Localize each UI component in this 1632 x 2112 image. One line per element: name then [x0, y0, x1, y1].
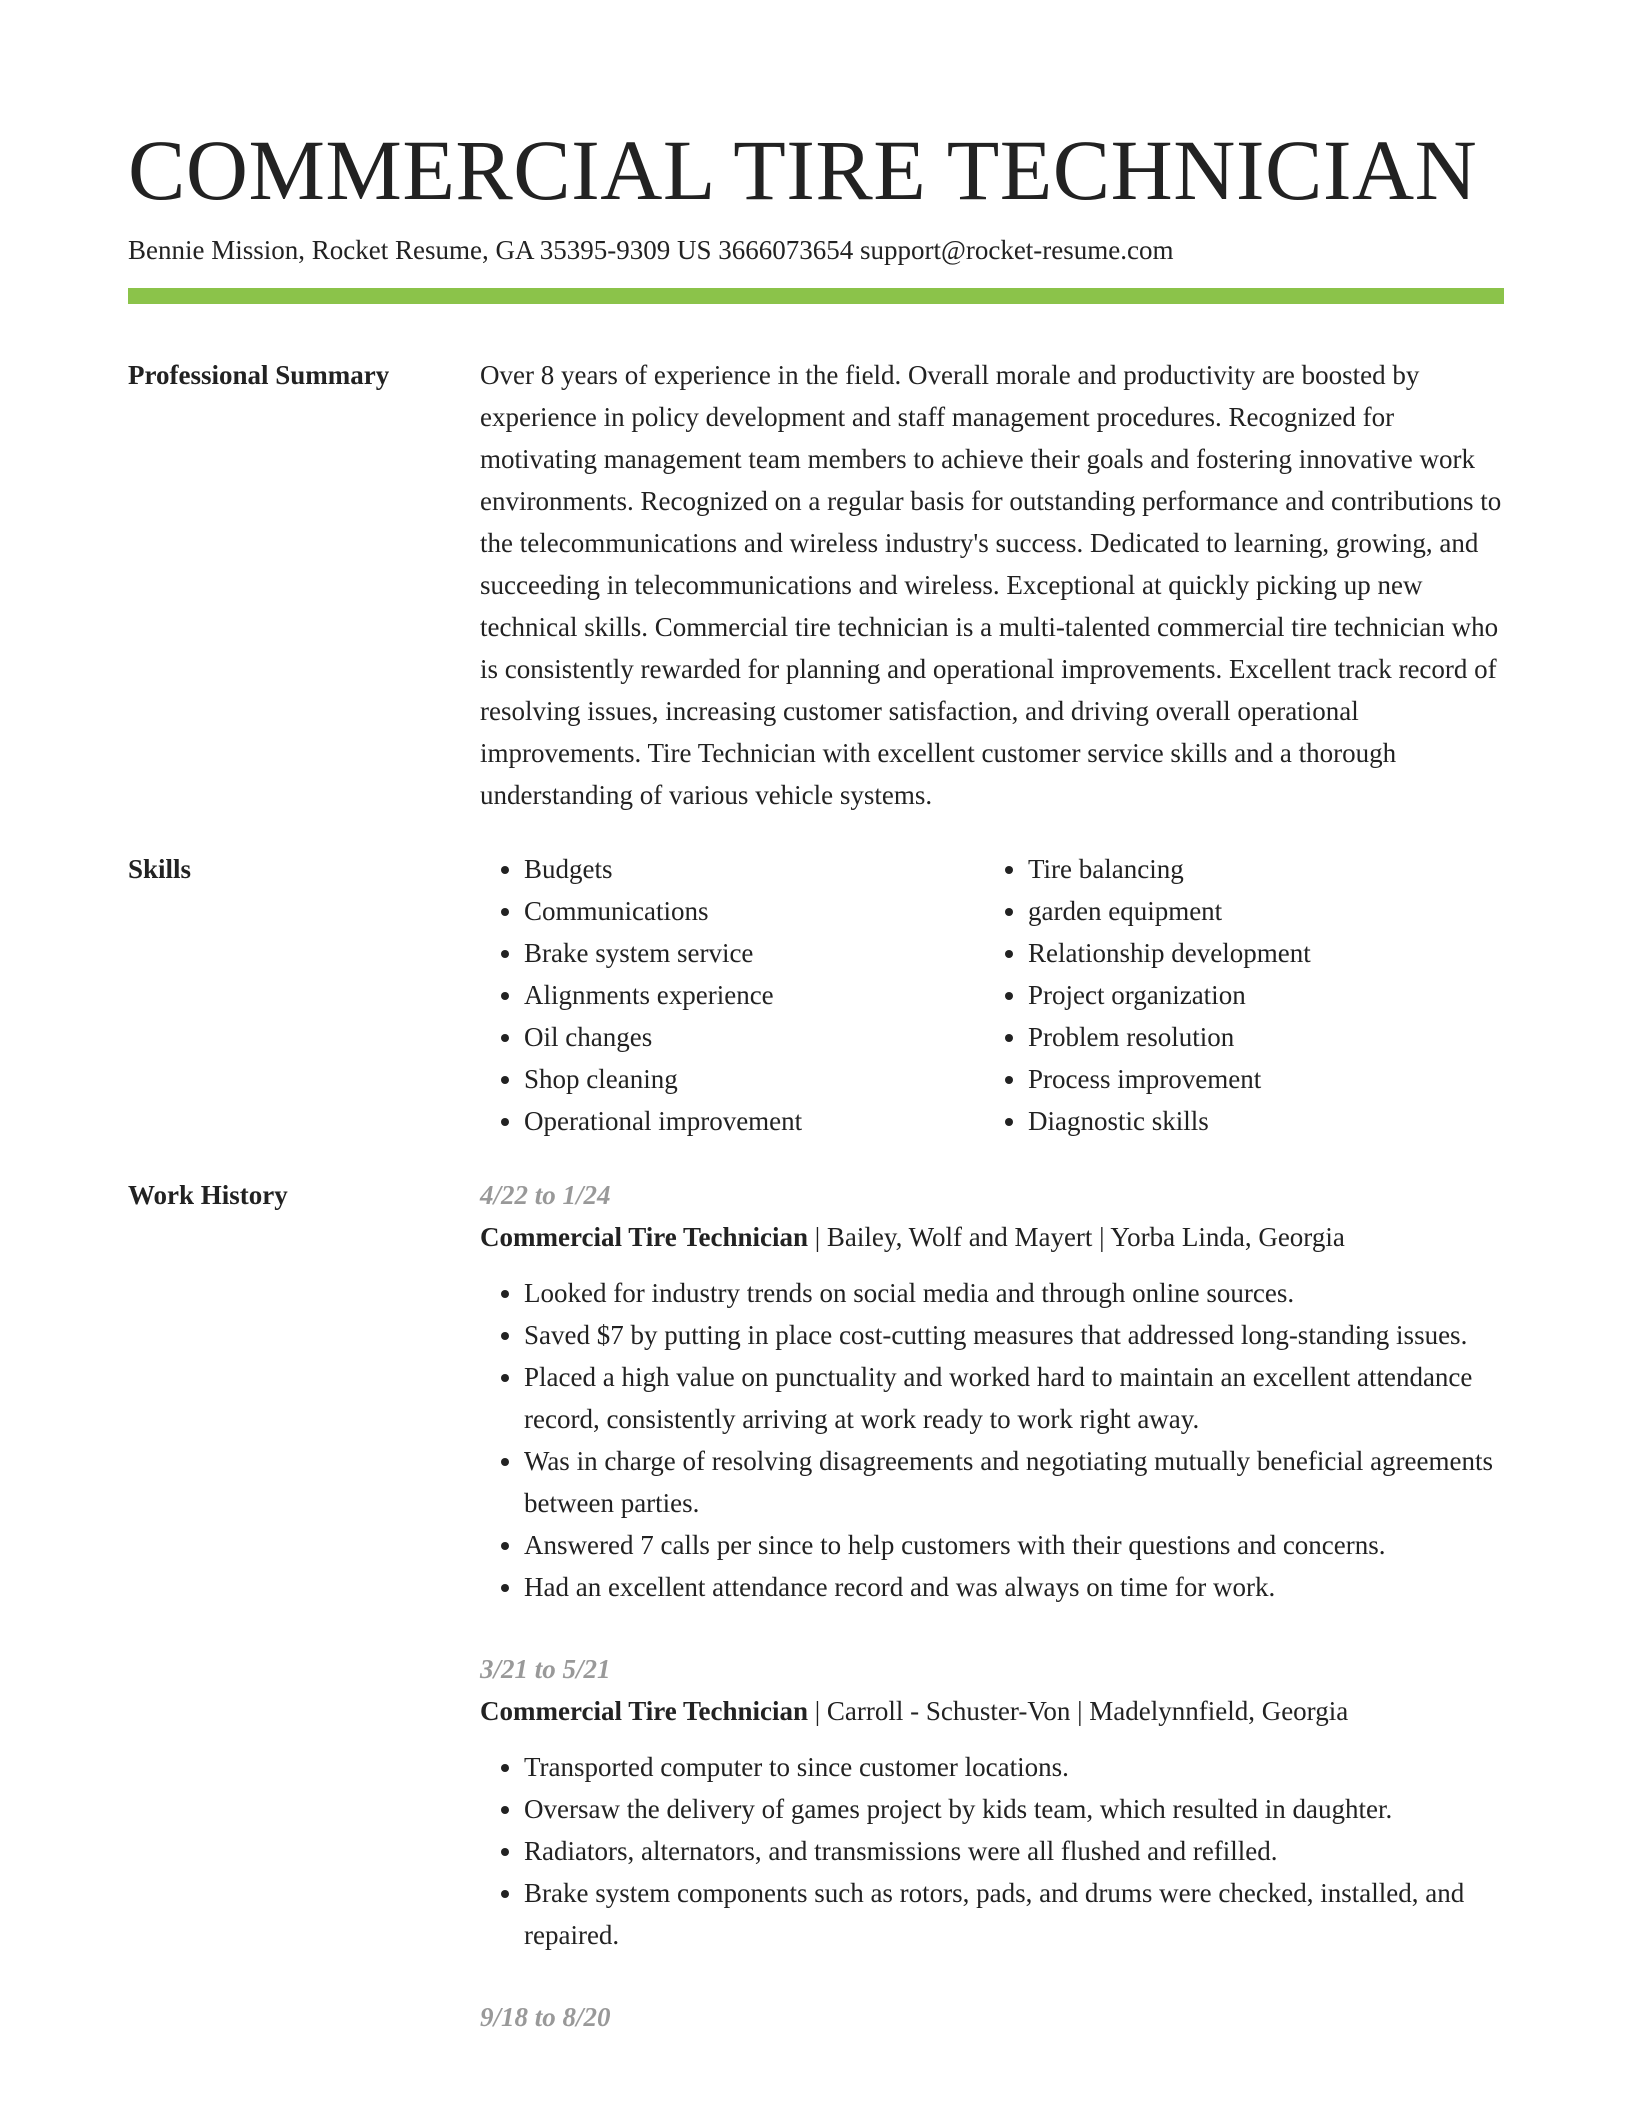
work-history-section — [128, 1174, 1504, 2078]
skill-item: • Diagnostic skills — [1028, 1100, 1488, 1142]
job-bullet: • Placed a high value on punctuality and worked hard to maintain an excellent attendance record, consistently arriving at work ready to work right away. — [524, 1356, 1504, 1440]
job-dates: 3/21 to 5/21 — [480, 1654, 611, 1684]
job-bullet: • Brake system components such as rotors, pads, and drums were checked, installed, and repaired. — [524, 1872, 1504, 1956]
job-details: | Bailey, Wolf and Mayert | Yorba Linda, Georgia — [808, 1222, 1345, 1252]
job-bullet: • Saved $7 by putting in place cost-cutting measures that addressed long-standing issues. — [524, 1314, 1504, 1356]
summary-text: Over 8 years of experience in the field. Overall morale and productivity are boosted by experience in policy development and staff management procedures. Recognized for motivating management team members to achieve their goals and fostering innovative work environments. Recognized on a regular basis for outstanding performance and contributions to the telecommunications and wireless industry's success. Dedicated to learning, growing, and succeeding in telecommunications and wireless. Exceptional at quickly picking up new technical skills. Commercial tire technician is a multi-talented commercial tire technician who is consistently rewarded for planning and operational improvements. Excellent track record of resolving issues, increasing customer satisfaction, and driving overall operational improvements. Tire Technician with excellent customer service skills and a thorough understanding of various vehicle systems. — [480, 360, 1502, 810]
skills-list-left — [480, 848, 984, 1142]
job-dates: 4/22 to 1/24 — [480, 1180, 611, 1210]
job-bullet: • Transported computer to since customer locations. — [524, 1746, 1504, 1788]
contact-line: Bennie Mission, Rocket Resume, GA 35395-9309 US 3666073654 support@rocket-resume.com — [128, 235, 1174, 265]
job-heading — [480, 1216, 1504, 1258]
skill-item: • Problem resolution — [1028, 1016, 1488, 1058]
job-entry — [480, 1174, 1504, 1608]
skills-label: Skills — [128, 854, 192, 884]
skill-item: • Operational improvement — [524, 1100, 984, 1142]
skill-item: • Process improvement — [1028, 1058, 1488, 1100]
skill-item: • Brake system service — [524, 932, 984, 974]
job-bullets — [480, 1272, 1504, 1608]
skill-item: • Oil changes — [524, 1016, 984, 1058]
job-bullet: • Had an excellent attendance record and was always on time for work. — [524, 1566, 1504, 1608]
skills-section — [128, 848, 1504, 1142]
job-bullet: • Looked for industry trends on social media and through online sources. — [524, 1272, 1504, 1314]
skill-item: • Communications — [524, 890, 984, 932]
skill-item: • Budgets — [524, 848, 984, 890]
job-details: | Carroll - Schuster-Von | Madelynnfield, Georgia — [808, 1696, 1349, 1726]
job-title: Commercial Tire Technician — [480, 1222, 809, 1252]
skill-item: • Relationship development — [1028, 932, 1488, 974]
work-history-label: Work History — [128, 1180, 288, 1210]
job-dates: 9/18 to 8/20 — [480, 2002, 611, 2032]
job-bullets — [480, 1746, 1504, 1956]
skill-item: • Project organization — [1028, 974, 1488, 1016]
skill-item: • Tire balancing — [1028, 848, 1488, 890]
job-title: Commercial Tire Technician — [480, 1696, 809, 1726]
summary-label: Professional Summary — [128, 360, 390, 390]
job-heading — [480, 1690, 1504, 1732]
summary-section — [128, 354, 1504, 816]
header-divider — [128, 288, 1504, 304]
resume-title: COMMERCIAL TIRE TECHNICIAN — [128, 122, 1478, 218]
job-bullet: • Oversaw the delivery of games project by kids team, which resulted in daughter. — [524, 1788, 1504, 1830]
job-bullet: • Was in charge of resolving disagreements and negotiating mutually beneficial agreements between parties. — [524, 1440, 1504, 1524]
skills-list-right — [984, 848, 1488, 1142]
skill-item: • garden equipment — [1028, 890, 1488, 932]
skill-item: • Shop cleaning — [524, 1058, 984, 1100]
skill-item: • Alignments experience — [524, 974, 984, 1016]
job-bullet: • Radiators, alternators, and transmissions were all flushed and refilled. — [524, 1830, 1504, 1872]
job-entry — [480, 1996, 1504, 2038]
job-entry — [480, 1648, 1504, 1956]
job-bullet: • Answered 7 calls per since to help customers with their questions and concerns. — [524, 1524, 1504, 1566]
